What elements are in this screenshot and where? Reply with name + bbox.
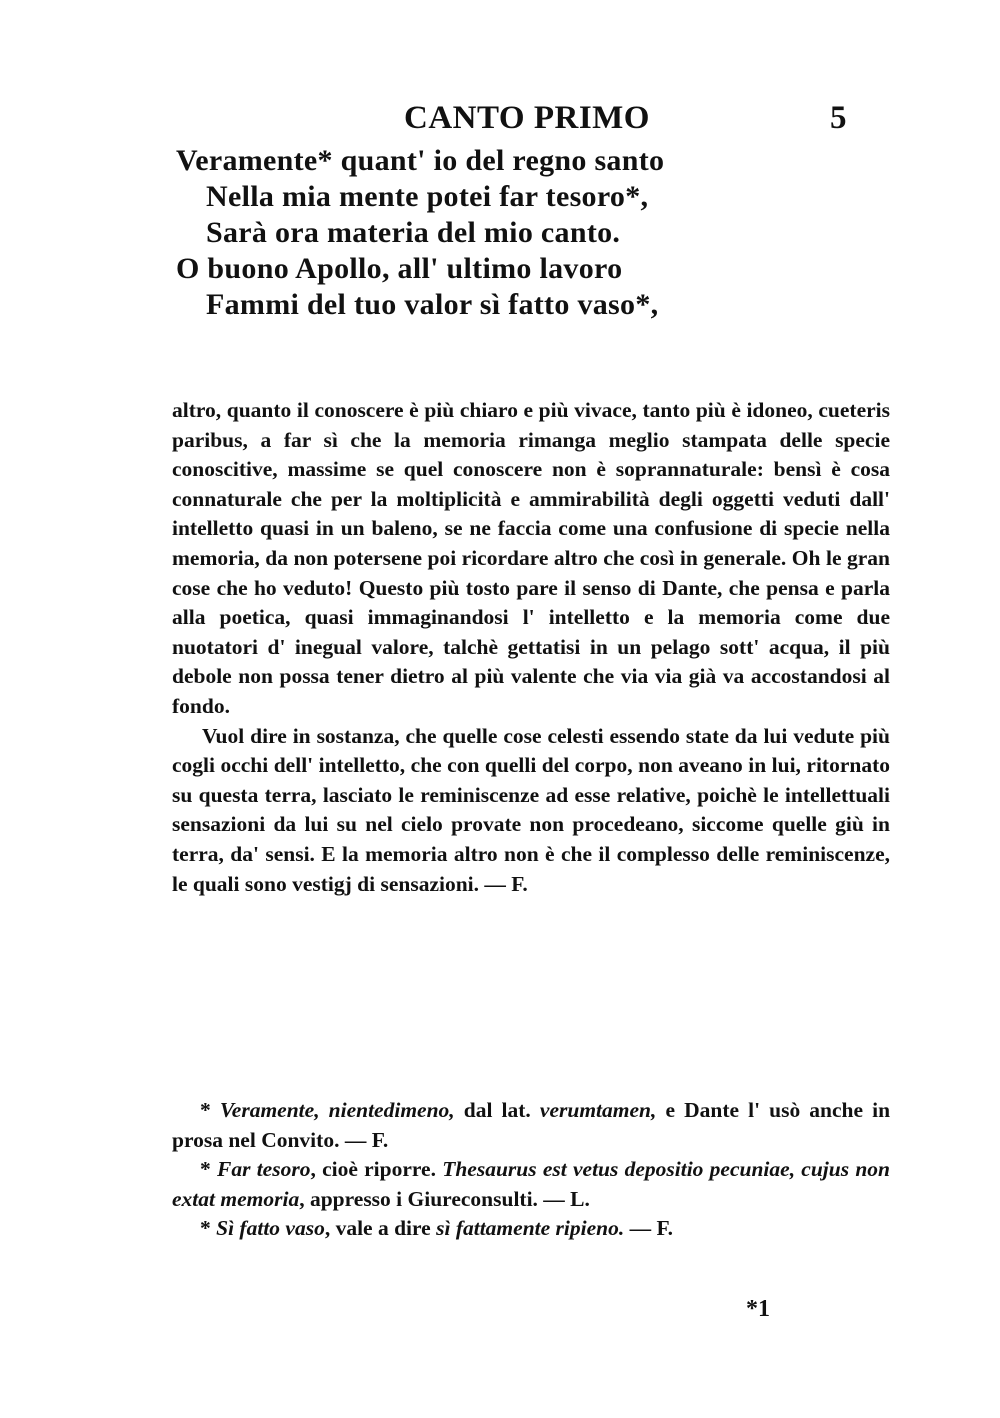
verse-line: O buono Apollo, all' ultimo lavoro [176, 252, 623, 285]
footnote [172, 1096, 890, 1155]
footnote-term: Veramente, nientedimeno, [219, 1098, 455, 1122]
footnote-text: , cioè riporre. [310, 1157, 436, 1182]
verse-line: Nella mia mente potei far tesoro*, [206, 180, 649, 213]
footnote-latin: Thesaurus est vetus depositio pecuniae, cujus non extat memoria [172, 1157, 891, 1211]
verse-line: Sarà ora materia del mio canto. [206, 216, 621, 249]
page-header [0, 100, 1000, 144]
verse-line: Veramente* quant' io del regno santo [176, 144, 665, 177]
footnote-latin: verumtamen, [539, 1098, 657, 1122]
footnote-mark: * [200, 1157, 211, 1182]
footnote-latin: sì fattamente ripieno. [436, 1216, 625, 1241]
footnote-term: Far tesoro [217, 1157, 311, 1182]
footnote-mark: * [200, 1216, 211, 1241]
running-title: CANTO PRIMO [404, 100, 650, 136]
commentary-paragraph: Vuol dire in sostanza, che quelle cose celesti essendo state da lui vedute più cogli occhi dell' intelletto, che con quelli del corpo, non aveano in lui, ritornato su questa terra, lasciato le reminiscenze ad esse relative, poichè le intellettuali sensazioni da lui su nel cielo provate non procedeano, siccome quelle giù in terra, da' sensi. E la memoria altro non è che il complesso delle reminiscenze, le quali sono vestigj di sensazioni. — F. [172, 723, 890, 896]
footnote-mark: * [200, 1098, 211, 1122]
commentary [172, 396, 890, 899]
footnote-rest: , appresso i Giureconsulti. — L. [299, 1186, 590, 1211]
verse-block [176, 143, 896, 323]
footnotes [172, 1096, 890, 1244]
footnote [172, 1155, 890, 1214]
footnote-text: dal lat. [463, 1098, 531, 1122]
footnote-term: Sì fatto vaso [216, 1216, 325, 1241]
footnote [172, 1214, 890, 1244]
verse-line: Fammi del tuo valor sì fatto vaso*, [206, 288, 659, 321]
footnote-text: , vale a dire [324, 1216, 431, 1241]
footnote-rest: — F. [629, 1216, 674, 1241]
page-number: 5 [830, 100, 847, 136]
footnote-rest: e Dante l' usò anche in prosa nel Convito. — F. [172, 1098, 891, 1152]
signature-mark: *1 [746, 1296, 770, 1322]
commentary-paragraph: altro, quanto il conoscere è più chiaro e più vivace, tanto più è idoneo, cueteris paribus, a far sì che la memoria rimanga meglio stampata delle specie conoscitive, massime se quel conoscere non è soprannaturale: bensì è cosa connaturale che per la moltiplicità e ammirabilità degli oggetti veduti dall' intelletto quasi in un baleno, se ne faccia come una confusione di specie nella memoria, da non potersene poi ricordare altro che così in generale. Oh le gran cose che ho veduto! Questo più tosto pare il senso di Dante, che pensa e parla alla poetica, quasi immaginandosi l' intelletto e la memoria come due nuotatori d' inegual valore, talchè gettatisi in un pelago sott' acqua, il più debole non possa tener dietro al più valente che via via già va accostandosi al fondo. [172, 398, 890, 718]
